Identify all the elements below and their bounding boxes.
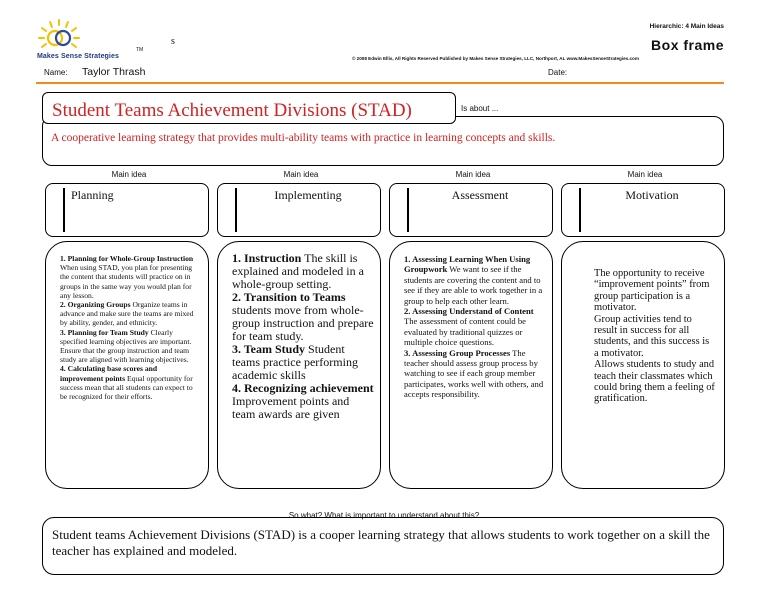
frame-title: Box frame — [651, 37, 724, 53]
detail-item — [594, 268, 716, 314]
detail-item — [404, 254, 544, 306]
main-idea-box-implementing[interactable] — [217, 183, 381, 237]
stray-mark: s — [171, 36, 175, 47]
detail-heading: 3. Planning for Team Study — [60, 327, 149, 337]
details-list — [60, 254, 200, 401]
detail-text: Allows students to study and teach their classmates which could bring them a feeling of gratification. — [594, 359, 715, 405]
detail-text: Group activities tend to result in success for all students, and this success is a motivator. — [594, 313, 710, 359]
copyright-line: © 2008 Edwin Ellis, All Rights Reserved Published by Makes Sense Strategies, LLC, Northport, AL www.MakesSenseStrategies.com — [352, 56, 639, 61]
detail-item — [60, 328, 200, 365]
main-idea-label-2: Main idea — [283, 170, 319, 179]
detail-item — [594, 359, 716, 405]
main-idea-title: Planning — [71, 188, 114, 202]
details-box-assessment[interactable] — [389, 241, 553, 489]
box-divider — [63, 188, 65, 232]
details-box-planning[interactable] — [45, 241, 209, 489]
detail-item — [404, 306, 544, 348]
header-divider — [36, 82, 724, 84]
detail-item — [232, 291, 374, 343]
detail-text: Clearly specified learning objectives are important. Ensure that the group instruction and team study are aligned with learning objectives. — [60, 327, 192, 365]
detail-item — [60, 300, 200, 328]
details-list — [404, 254, 544, 400]
main-idea-title: Assessment — [451, 188, 509, 202]
detail-item — [404, 348, 544, 400]
details-box-implementing[interactable] — [217, 241, 381, 489]
detail-text: The opportunity to receive “improvement points” from group participation is a motivator. — [594, 268, 710, 314]
detail-text: Organize teams in advance and make sure the teams are mixed by ability, gender, and ethnicity. — [60, 300, 194, 328]
detail-heading: 1. Instruction — [232, 251, 302, 265]
detail-text: Equal opportunity for success mean that all students can expect to be recognized for their efforts. — [60, 373, 193, 402]
detail-heading: 2. Transition to Teams — [232, 290, 346, 304]
detail-text: The assessment of content could be evaluated by traditional quizzes or multiple choice questions. — [404, 316, 526, 348]
detail-text: We want to see if the students are covering the content and to see if they are able to work together in a group to help each other learn. — [404, 264, 543, 306]
detail-heading: 4. Recognizing achievement — [232, 381, 374, 395]
main-idea-title: Implementing — [274, 188, 342, 202]
details-list — [594, 268, 716, 405]
details-box-motivation[interactable] — [561, 241, 725, 489]
trademark: TM — [136, 47, 144, 53]
detail-text: Improvement points and team awards are given — [232, 394, 350, 421]
main-idea-title: Motivation — [625, 188, 679, 202]
detail-heading: 3. Assessing Group Processes — [404, 347, 511, 358]
detail-heading: 2. Organizing Groups — [60, 300, 131, 310]
detail-heading: 1. Assessing Learning When Using Groupwork — [404, 254, 531, 275]
so-what-label: So what? What is important to understand about this? — [288, 511, 480, 520]
detail-item — [60, 254, 200, 300]
topic-description[interactable]: A cooperative learning strategy that provides multi-ability teams with practice in learning concepts and skills. — [51, 132, 556, 144]
detail-heading: 2. Assessing Understand of Content — [404, 306, 534, 317]
main-idea-label-4: Main idea — [627, 170, 663, 179]
main-idea-label-3: Main idea — [455, 170, 491, 179]
detail-text: The skill is explained and modeled in a whole-group setting. — [232, 251, 364, 291]
detail-heading: 1. Planning for Whole-Group Instruction — [60, 254, 194, 263]
topic-title[interactable]: Student Teams Achievement Divisions (STAD) — [52, 100, 412, 121]
details-list — [232, 252, 374, 421]
main-idea-label-1: Main idea — [111, 170, 147, 179]
detail-item — [232, 343, 374, 382]
so-what-text[interactable]: Student teams Achievement Divisions (STAD) is a cooper learning strategy that allows students to work together on a skill the teacher has explained and modeled. — [52, 527, 710, 558]
name-label: Name: — [44, 68, 68, 77]
name-field[interactable]: Taylor Thrash — [82, 66, 146, 78]
detail-heading: 3. Team Study — [232, 342, 306, 356]
detail-item — [232, 252, 374, 291]
detail-item — [232, 382, 374, 421]
detail-text: Student teams practice performing academic skills — [232, 342, 358, 382]
detail-heading: 4. Calculating base scores and improvement points — [60, 364, 158, 383]
hierarchic-label: Hierarchic: 4 Main Ideas — [649, 23, 724, 30]
detail-text: The teacher should assess group process by watching to see if each group member participates, works well with others, and accepts responsibility. — [404, 347, 544, 400]
detail-item — [60, 364, 200, 401]
date-label: Date: — [548, 68, 568, 77]
main-idea-box-assessment[interactable] — [389, 183, 553, 237]
makes-sense-logo-icon — [36, 18, 82, 54]
is-about-label: Is about ... — [461, 104, 499, 113]
detail-text: When using STAD, you plan for presenting the content that students will practice on in groups in the same way you would plan for any lesson. — [60, 263, 193, 300]
detail-item — [594, 314, 716, 360]
main-idea-box-planning[interactable] — [45, 183, 209, 237]
brand-name: Makes Sense Strategies — [37, 53, 119, 60]
detail-text: students move from whole-group instruction and prepare for team study. — [232, 303, 374, 343]
main-idea-box-motivation[interactable] — [561, 183, 725, 237]
